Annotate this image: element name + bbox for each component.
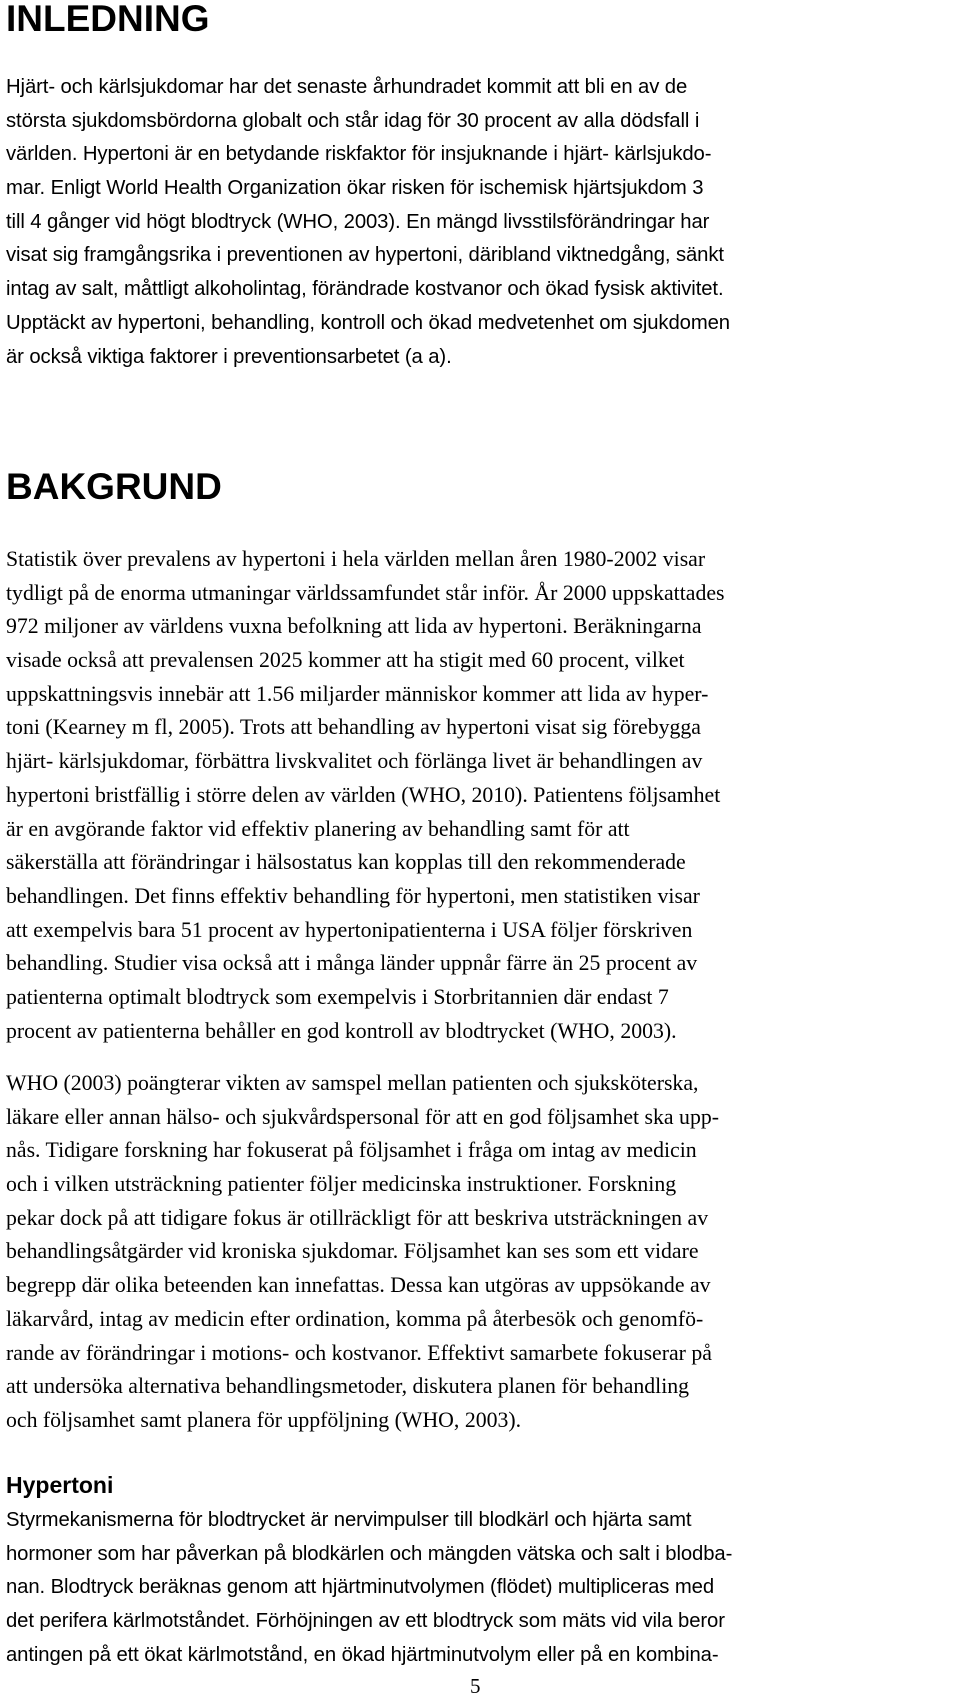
text-line: världen. Hypertoni är en betydande riskfaktor för insjuknande i hjärt- kärlsjukdo- [6,143,712,166]
text-line: säkerställa att förändringar i hälsostatus kan kopplas till den rekommenderade [6,850,686,875]
text-line: nås. Tidigare forskning har fokuserat på följsamhet i fråga om intag av medicin [6,1138,697,1163]
text-line: toni (Kearney m fl, 2005). Trots att behandling av hypertoni visat sig förebygga [6,715,701,740]
text-line: till 4 gånger vid högt blodtryck (WHO, 2003). En mängd livsstilsförändringar har [6,210,710,233]
text-line: det perifera kärlmotståndet. Förhöjningen av ett blodtryck som mäts vid vila beror [6,1610,725,1633]
text-line: nan. Blodtryck beräknas genom att hjärtminutvolymen (flödet) multipliceras med [6,1576,714,1599]
text-line: läkarvård, intag av medicin efter ordination, komma på återbesök och genomfö- [6,1306,704,1331]
paragraph-hypertoni [6,1504,732,1672]
text-line: uppskattningsvis innebär att 1.56 miljarder människor kommer att lida av hyper- [6,681,709,706]
text-line: rande av förändringar i motions- och kostvanor. Effektivt samarbete fokuserar på [6,1340,712,1365]
text-line: behandlingsåtgärder vid kroniska sjukdomar. Följsamhet kan ses som ett vidare [6,1239,699,1264]
text-line: 972 miljoner av världens vuxna befolkning att lida av hypertoni. Beräkningarna [6,614,702,639]
text-line: visade också att prevalensen 2025 kommer att ha stigit med 60 procent, vilket [6,648,685,673]
text-line: tydligt på de enorma utmaningar världssamfundet står inför. År 2000 uppskattades [6,580,725,605]
text-line: intag av salt, måttligt alkoholintag, förändrade kostvanor och ökad fysisk aktivitet. [6,278,724,301]
heading-bakgrund: BAKGRUND [6,466,222,507]
text-line: största sjukdomsbördorna globalt och står idag för 30 procent av alla dödsfall i [6,109,700,132]
text-line: att exempelvis bara 51 procent av hypertonipatienterna i USA följer förskriven [6,917,693,942]
text-line: Styrmekanismerna för blodtrycket är nervimpulser till blodkärl och hjärta samt [6,1509,692,1531]
text-line: att undersöka alternativa behandlingsmetoder, diskutera planen för behandling [6,1374,690,1399]
text-line: hypertoni bristfällig i större delen av världen (WHO, 2010). Patientens följsamhet [6,782,721,807]
text-line: mar. Enligt World Health Organization ökar risken för ischemisk hjärtsjukdom 3 [6,177,704,200]
text-line: hjärt- kärlsjukdomar, förbättra livskvalitet och förlänga livet är behandlingen av [6,749,703,774]
text-line: behandlingen. Det finns effektiv behandling för hypertoni, men statistiken visar [6,883,700,908]
text-line: patienterna optimalt blodtryck som exempelvis i Storbritannien där endast 7 [6,984,669,1009]
text-line: behandling. Studier visa också att i många länder uppnår färre än 25 procent av [6,951,698,976]
text-line: är också viktiga faktorer i preventionsarbetet (a a). [6,345,452,368]
text-line: och i vilken utsträckning patienter följer medicinska instruktioner. Forskning [6,1172,677,1197]
paragraph-inledning [6,71,730,374]
text-line: och följsamhet samt planera för uppföljning (WHO, 2003). [6,1407,522,1432]
text-line: Upptäckt av hypertoni, behandling, kontroll och ökad medvetenhet om sjukdomen [6,311,730,334]
text-line: antingen på ett ökat kärlmotstånd, en ökad hjärtminutvolym eller på en kombina- [6,1643,719,1666]
text-line: hormoner som har påverkan på blodkärlen och mängden vätska och salt i blodba- [6,1542,733,1565]
text-line: visat sig framgångsrika i preventionen av hypertoni, däribland viktnedgång, sänkt [6,244,724,267]
heading-hypertoni: Hypertoni [6,1472,114,1498]
heading-inledning: INLEDNING [6,0,210,39]
text-line: pekar dock på att tidigare fokus är otillräckligt för att beskriva utsträckningen av [6,1205,709,1230]
text-line: läkare eller annan hälso- och sjukvårdspersonal för att en god följsamhet ska upp- [6,1104,720,1129]
text-line: är en avgörande faktor vid effektiv planering av behandling samt för att [6,816,630,841]
page-number: 5 [470,1674,481,1698]
text-line: procent av patienterna behåller en god kontroll av blodtrycket (WHO, 2003). [6,1018,677,1043]
text-line: Hjärt- och kärlsjukdomar har det senaste århundradet kommit att bli en av de [6,76,688,98]
text-line: begrepp där olika beteenden kan innefattas. Dessa kan utgöras av uppsökande av [6,1273,711,1298]
paragraph-bakgrund-2 [6,1067,719,1438]
text-line: Statistik över prevalens av hypertoni i hela världen mellan åren 1980-2002 visar [6,547,706,571]
paragraph-bakgrund-1 [6,543,725,1048]
text-line: WHO (2003) poängterar vikten av samspel mellan patienten och sjuksköterska, [6,1071,699,1095]
